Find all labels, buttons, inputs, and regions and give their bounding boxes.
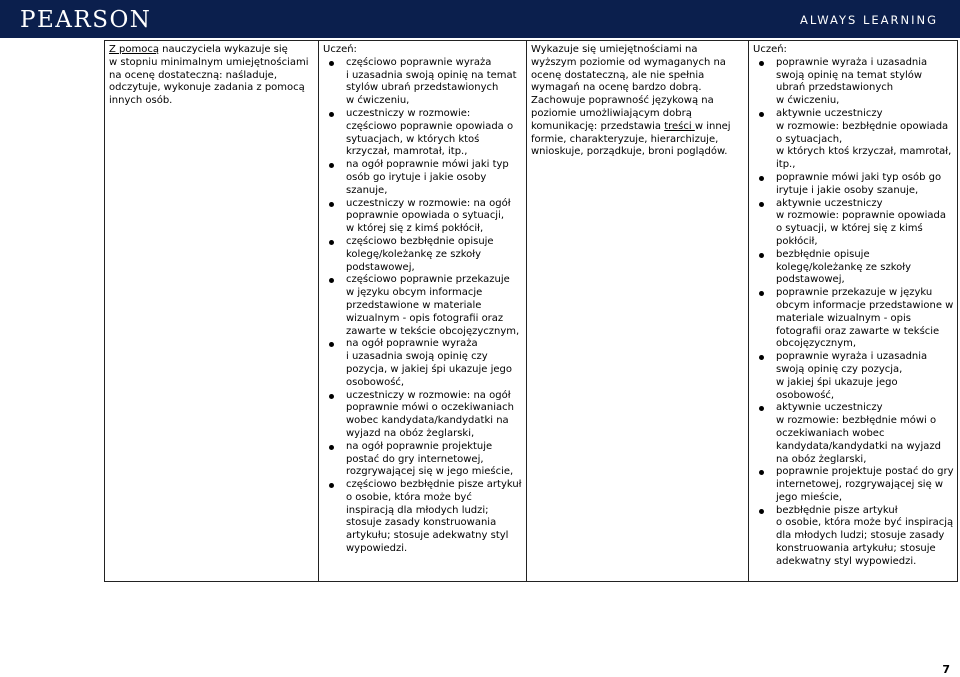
basic-level-text	[109, 44, 315, 108]
list-item: poprawnie przekazuje w języku obcym informacje przedstawione w materiale wizualnym - opis fotografii oraz zawarte w tekście obcojęzycznym,	[753, 287, 954, 351]
good-skills-list	[753, 57, 954, 569]
good-level-description-end: w innej formie, charakteryzuje, hierarchizuje, wnioskuje, porządkuje, broni poglądów.	[531, 120, 731, 158]
student-label: Uczeń:	[753, 44, 787, 55]
list-item: poprawnie wyraża i uzasadnia swoją opinię na temat stylów ubrań przedstawionych w ćwiczeniu,	[753, 57, 954, 108]
table-row	[105, 41, 958, 582]
list-item: uczestniczy w rozmowie: na ogół poprawnie mówi o oczekiwaniach wobec kandydata/kandydatki na wyjazd na obóz żeglarski,	[323, 390, 523, 441]
list-item: uczestniczy w rozmowie: częściowo poprawnie opowiada o sytuacjach, w których ktoś krzyczał, mamrotał, itp.,	[323, 108, 523, 159]
good-level-text	[531, 44, 745, 159]
list-item: aktywnie uczestniczy w rozmowie: bezbłędnie mówi o oczekiwaniach wobec kandydata/kandydatki na wyjazd na obóz żeglarski,	[753, 402, 954, 466]
list-item: uczestniczy w rozmowie: na ogół poprawnie opowiada o sytuacji, w której się z kimś pokłócił,	[323, 198, 523, 236]
list-item: aktywnie uczestniczy w rozmowie: poprawnie opowiada o sytuacji, w której się z kimś pokłócił,	[753, 198, 954, 249]
good-level-description: Wykazuje się umiejętnościami na wyższym poziomie od wymaganych na ocenę dostateczną, ale nie spełnia wymagań na ocenę bardzo dobrą. Zachowuje poprawność językową na poziomie umożliwiającym dobrą komunikację: przedstawia	[531, 44, 726, 132]
page-number: 7	[942, 663, 950, 676]
list-item: częściowo poprawnie przekazuje w języku obcym informacje przedstawione w materiale wizualnym - opis fotografii oraz zawarte w tekście obcojęzycznym,	[323, 274, 523, 338]
pearson-logo: PEARSON	[20, 7, 152, 33]
list-item: poprawnie projektuje postać do gry internetowej, rozgrywającej się w jego mieście,	[753, 466, 954, 504]
list-item: poprawnie mówi jaki typ osób go irytuje i jakie osoby szanuje,	[753, 172, 954, 198]
basic-skills-list	[323, 57, 523, 556]
column-basic-skills	[319, 41, 527, 582]
column-good-level	[527, 41, 749, 582]
list-item: bezbłędnie pisze artykuł o osobie, która może być inspiracją dla młodych ludzi; stosuje zasady konstruowania artykułu; stosuje adekwatny styl wypowiedzi.	[753, 505, 954, 569]
list-item: aktywnie uczestniczy w rozmowie: bezbłędnie opowiada o sytuacjach, w których ktoś krzyczał, mamrotał, itp.,	[753, 108, 954, 172]
column-basic-level	[105, 41, 319, 582]
header-bar	[0, 0, 960, 38]
list-item: częściowo bezbłędnie pisze artykuł o osobie, która może być inspiracją dla młodych ludzi; stosuje zasady konstruowania artykułu; stosuje adekwatny styl wypowiedzi.	[323, 479, 523, 556]
list-item: częściowo bezbłędnie opisuje kolegę/koleżankę ze szkoły podstawowej,	[323, 236, 523, 274]
requirements-table	[104, 40, 958, 582]
header-tagline: ALWAYS LEARNING	[800, 13, 938, 27]
list-item: częściowo poprawnie wyraża i uzasadnia swoją opinię na temat stylów ubrań przedstawionych w ćwiczeniu,	[323, 57, 523, 108]
list-item: na ogół poprawnie projektuje postać do gry internetowej, rozgrywającej się w jego mieście,	[323, 441, 523, 479]
list-item: poprawnie wyraża i uzasadnia swoją opinię czy pozycja, w jakiej śpi ukazuje jego osobowość,	[753, 351, 954, 402]
list-item: na ogół poprawnie wyraża i uzasadnia swoją opinię czy pozycja, w jakiej śpi ukazuje jego osobowość,	[323, 338, 523, 389]
underlined-phrase: Z pomocą	[109, 44, 159, 55]
column-good-skills	[749, 41, 958, 582]
list-item: na ogół poprawnie mówi jaki typ osób go irytuje i jakie osoby szanuje,	[323, 159, 523, 197]
list-item: bezbłędnie opisuje kolegę/koleżankę ze szkoły podstawowej,	[753, 249, 954, 287]
underlined-phrase: treści	[664, 120, 695, 132]
student-label: Uczeń:	[323, 44, 357, 55]
basic-level-description: nauczyciela wykazuje się w stopniu minimalnym umiejętnościami na ocenę dostateczną: naśladuje, odczytuje, wykonuje zadania z pomocą innych osób.	[109, 44, 309, 107]
